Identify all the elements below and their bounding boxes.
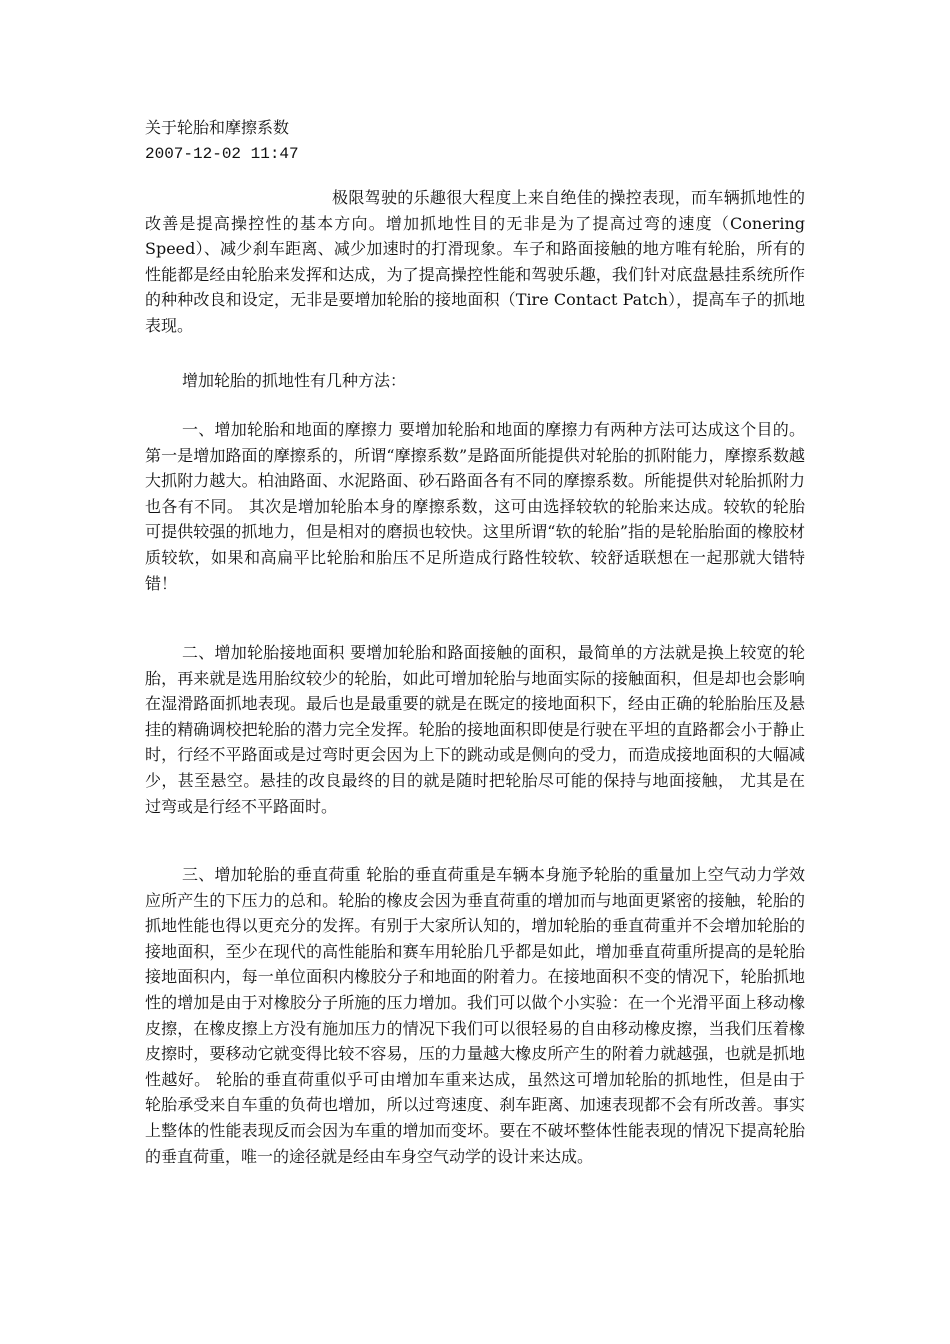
paragraph-friction: 一、增加轮胎和地面的摩擦力 要增加轮胎和地面的摩擦力有两种方法可达成这个目的。第一是增加路面的摩擦系的，所谓“摩擦系数”是路面所能提供对轮胎的抓附能力，摩擦系数越大抓附力越大。柏油路面、水泥路面、砂石路面各有不同的摩擦系数。所能提供对轮胎抓附力也各有不同。 其次是增加轮胎本身的摩擦系数，这可由选择较软的轮胎来达成。较软的轮胎可提供较强的抓地力，但是相对的磨损也较快。这里所谓“软的轮胎”指的是轮胎胎面的橡胶材质较软，如果和高扁平比轮胎和胎压不足所造成行路性较软、较舒适联想在一起那就大错特错！ — [145, 420, 805, 593]
section-two-block — [145, 640, 805, 819]
document-date: 2007-12-02 11:47 — [145, 145, 299, 163]
section-one-block — [145, 417, 805, 596]
intro-paragraph-block — [145, 185, 805, 339]
paragraph-contact-area: 二、增加轮胎接地面积 要增加轮胎和路面接触的面积，最简单的方法就是换上较宽的轮胎，再来就是选用胎纹较少的轮胎，如此可增加轮胎与地面实际的接触面积，但是却也会影响在湿滑路面抓地表现。最后也是最重要的就是在既定的接地面积下，经由正确的轮胎胎压及悬挂的精确调校把轮胎的潜力完全发挥。轮胎的接地面积即使是行驶在平坦的直路都会小于静止时，行经不平路面或是过弯时更会因为上下的跳动或是侧向的受力，而造成接地面积的大幅减少，甚至悬空。悬挂的改良最终的目的就是随时把轮胎尽可能的保持与地面接触， 尤其是在过弯或是行经不平路面时。 — [145, 643, 805, 816]
paragraph-methods-heading: 增加轮胎的抓地性有几种方法： — [182, 371, 407, 390]
section-three-block — [145, 862, 805, 1169]
methods-heading-block — [145, 368, 805, 394]
document-title: 关于轮胎和摩擦系数 — [145, 118, 290, 137]
paragraph-intro: 极限驾驶的乐趣很大程度上来自绝佳的操控表现，而车辆抓地性的改善是提高操控性的基本方向。增加抓地性目的无非是为了提高过弯的速度（Conering Speed）、减少刹车距离、减少加速时的打滑现象。车子和路面接触的地方唯有轮胎，所有的性能都是经由轮胎来发挥和达成，为了提高操控性能和驾驶乐趣，我们针对底盘悬挂系统所作的种种改良和设定，无非是要增加轮胎的接地面积（Tire Contact Patch），提高车子的抓地表现。 — [145, 188, 805, 335]
paragraph-vertical-load: 三、增加轮胎的垂直荷重 轮胎的垂直荷重是车辆本身施予轮胎的重量加上空气动力学效应所产生的下压力的总和。轮胎的橡皮会因为垂直荷重的增加而与地面更紧密的接触，轮胎的抓地性能也得以更充分的发挥。有别于大家所认知的，增加轮胎的垂直荷重并不会增加轮胎的接地面积，至少在现代的高性能胎和赛车用轮胎几乎都是如此，增加垂直荷重所提高的是轮胎接地面积内，每一单位面积内橡胶分子和地面的附着力。在接地面积不变的情况下，轮胎抓地性的增加是由于对橡胶分子所施的压力增加。我们可以做个小实验：在一个光滑平面上移动橡皮擦，在橡皮擦上方没有施加压力的情况下我们可以很轻易的自由移动橡皮擦，当我们压着橡皮擦时，要移动它就变得比较不容易，压的力量越大橡皮所产生的附着力就越强，也就是抓地性越好。 轮胎的垂直荷重似乎可由增加车重来达成，虽然这可增加轮胎的抓地性，但是由于轮胎承受来自车重的负荷也增加，所以过弯速度、刹车距离、加速表现都不会有所改善。事实上整体的性能表现反而会因为车重的增加而变坏。要在不破坏整体性能表现的情况下提高轮胎的垂直荷重，唯一的途径就是经由车身空气动学的设计来达成。 — [145, 865, 805, 1166]
